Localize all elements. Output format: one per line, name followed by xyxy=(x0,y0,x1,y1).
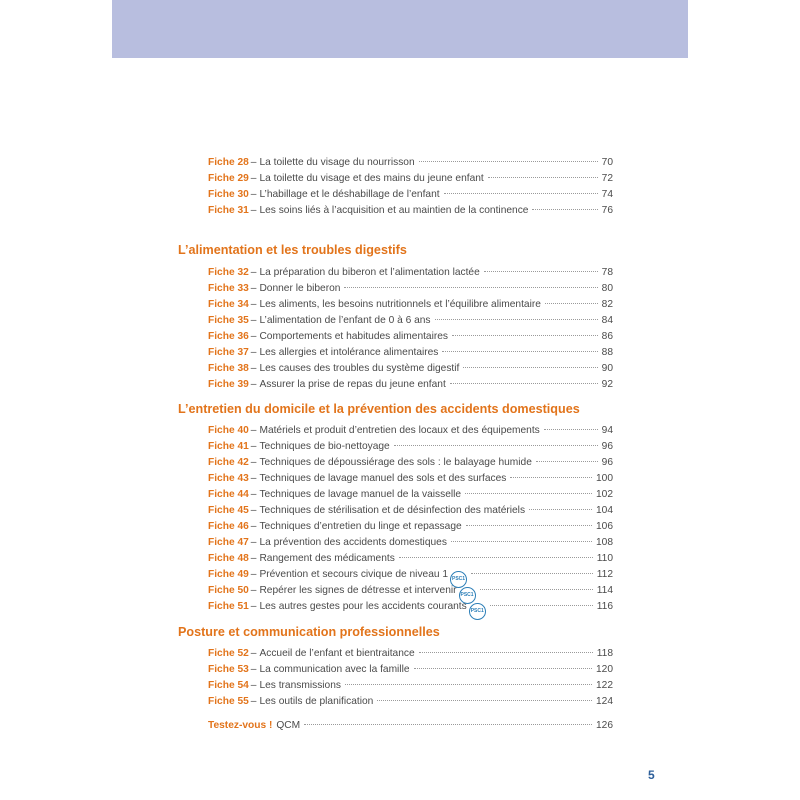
separator-dash: – xyxy=(250,425,257,436)
separator-dash: – xyxy=(250,315,257,326)
separator-dash: – xyxy=(250,473,257,484)
dot-leader xyxy=(419,651,593,653)
entry-page: 100 xyxy=(596,473,613,484)
toc-entry[interactable] xyxy=(208,361,613,377)
entry-title: Techniques de lavage manuel de la vaisselle xyxy=(259,489,462,500)
entry-title: Les causes des troubles du système digestif xyxy=(259,363,460,374)
entry-title: Rangement des médicaments xyxy=(259,553,395,564)
entry-title: La communication avec la famille xyxy=(259,664,410,675)
separator-dash: – xyxy=(250,664,257,675)
dot-leader xyxy=(444,192,598,194)
separator-dash: – xyxy=(250,553,257,564)
entry-title: La toilette du visage et des mains du jeune enfant xyxy=(259,173,484,184)
dot-leader xyxy=(463,366,597,368)
entry-page: 88 xyxy=(601,347,613,358)
entry-page: 96 xyxy=(601,457,613,468)
fiche-label: Fiche 45 xyxy=(208,505,249,516)
toc-entry[interactable] xyxy=(208,265,613,281)
toc-entry[interactable] xyxy=(208,503,613,519)
fiche-label: Fiche 33 xyxy=(208,283,249,294)
entry-title: La prévention des accidents domestiques xyxy=(259,537,447,548)
entry-title: L’alimentation de l’enfant de 0 à 6 ans xyxy=(259,315,431,326)
entry-page: 112 xyxy=(596,569,613,580)
dot-leader xyxy=(480,588,593,590)
quiz-label: Testez-vous ! xyxy=(208,720,273,731)
dot-leader xyxy=(466,524,592,526)
psc1-badge-icon: PSC1 xyxy=(469,603,486,620)
dot-leader xyxy=(532,208,597,210)
separator-dash: – xyxy=(250,521,257,532)
toc-entry[interactable] xyxy=(208,329,613,345)
separator-dash: – xyxy=(250,680,257,691)
dot-leader xyxy=(344,286,597,288)
separator-dash: – xyxy=(250,331,257,342)
separator-dash: – xyxy=(250,569,257,580)
toc-entry[interactable] xyxy=(208,439,613,455)
entry-page: 74 xyxy=(601,189,613,200)
entry-page: 108 xyxy=(596,537,613,548)
fiche-label: Fiche 44 xyxy=(208,489,249,500)
entry-title: Accueil de l’enfant et bientraitance xyxy=(259,648,415,659)
fiche-label: Fiche 29 xyxy=(208,173,249,184)
entry-page: 104 xyxy=(596,505,613,516)
entry-page: 90 xyxy=(601,363,613,374)
entry-page: 76 xyxy=(601,205,613,216)
fiche-label: Fiche 42 xyxy=(208,457,249,468)
toc-entry[interactable] xyxy=(208,187,613,203)
entry-page: 102 xyxy=(596,489,613,500)
fiche-label: Fiche 51 xyxy=(208,601,249,612)
fiche-label: Fiche 50 xyxy=(208,585,249,596)
fiche-label: Fiche 38 xyxy=(208,363,249,374)
dot-leader xyxy=(419,160,598,162)
fiche-label: Fiche 46 xyxy=(208,521,249,532)
entry-title: Les transmissions xyxy=(259,680,341,691)
fiche-label: Fiche 30 xyxy=(208,189,249,200)
entry-title: Les soins liés à l’acquisition et au maintien de la continence xyxy=(259,205,529,216)
toc-entry[interactable] xyxy=(208,203,613,219)
toc-entry[interactable] xyxy=(208,662,613,678)
fiche-label: Fiche 31 xyxy=(208,205,249,216)
entry-page: 78 xyxy=(601,267,613,278)
entry-page: 84 xyxy=(601,315,613,326)
separator-dash: – xyxy=(250,363,257,374)
entry-title: Techniques de bio-nettoyage xyxy=(259,441,390,452)
entry-page: 126 xyxy=(596,720,613,731)
dot-leader xyxy=(471,572,593,574)
toc-entry[interactable] xyxy=(208,551,613,567)
section-heading: L’entretien du domicile et la prévention des accidents domestiques xyxy=(178,402,580,416)
toc-entry[interactable] xyxy=(208,313,613,329)
toc-entry[interactable] xyxy=(208,423,613,439)
toc-entry[interactable] xyxy=(208,345,613,361)
dot-leader xyxy=(529,508,592,510)
entry-title: QCM xyxy=(276,720,301,731)
dot-leader xyxy=(450,382,598,384)
entry-title: Les aliments, les besoins nutritionnels et l’équilibre alimentaire xyxy=(259,299,541,310)
dot-leader xyxy=(484,270,598,272)
entry-page: 122 xyxy=(596,680,613,691)
dot-leader xyxy=(345,683,592,685)
entry-page: 118 xyxy=(596,648,613,659)
fiche-label: Fiche 34 xyxy=(208,299,249,310)
entry-page: 70 xyxy=(601,157,613,168)
toc-entry[interactable] xyxy=(208,519,613,535)
entry-title: Matériels et produit d’entretien des locaux et des équipements xyxy=(259,425,540,436)
toc-entry[interactable] xyxy=(208,297,613,313)
entry-title: La toilette du visage du nourrisson xyxy=(259,157,415,168)
dot-leader xyxy=(490,604,593,606)
fiche-label: Fiche 49 xyxy=(208,569,249,580)
dot-leader xyxy=(442,350,597,352)
separator-dash: – xyxy=(250,267,257,278)
fiche-label: Fiche 40 xyxy=(208,425,249,436)
separator-dash: – xyxy=(250,537,257,548)
separator-dash: – xyxy=(250,585,257,596)
section-heading: Posture et communication professionnelles xyxy=(178,625,440,639)
entry-page: 80 xyxy=(601,283,613,294)
dot-leader xyxy=(488,176,598,178)
dot-leader xyxy=(394,444,598,446)
separator-dash: – xyxy=(250,205,257,216)
separator-dash: – xyxy=(250,283,257,294)
entry-page: 116 xyxy=(596,601,613,612)
dot-leader xyxy=(465,492,592,494)
fiche-label: Fiche 55 xyxy=(208,696,249,707)
separator-dash: – xyxy=(250,601,257,612)
page-number: 5 xyxy=(648,768,655,782)
entry-page: 96 xyxy=(601,441,613,452)
dot-leader xyxy=(414,667,592,669)
toc-entry[interactable] xyxy=(208,471,613,487)
fiche-label: Fiche 32 xyxy=(208,267,249,278)
fiche-label: Fiche 43 xyxy=(208,473,249,484)
toc-entry[interactable] xyxy=(208,171,613,187)
entry-title: La préparation du biberon et l’alimentation lactée xyxy=(259,267,480,278)
fiche-label: Fiche 35 xyxy=(208,315,249,326)
entry-title: Techniques de stérilisation et de désinfection des matériels xyxy=(259,505,526,516)
section-heading: L’alimentation et les troubles digestifs xyxy=(178,243,407,257)
entry-title: L’habillage et le déshabillage de l’enfant xyxy=(259,189,440,200)
separator-dash: – xyxy=(250,648,257,659)
dot-leader xyxy=(399,556,593,558)
entry-page: 106 xyxy=(596,521,613,532)
toc-entry[interactable] xyxy=(208,377,613,393)
entry-title: Les allergies et intolérance alimentaires xyxy=(259,347,439,358)
fiche-label: Fiche 39 xyxy=(208,379,249,390)
dot-leader xyxy=(544,428,598,430)
entry-title: Les outils de planification xyxy=(259,696,374,707)
entry-page: 82 xyxy=(601,299,613,310)
dot-leader xyxy=(451,540,592,542)
toc-entry[interactable] xyxy=(208,281,613,297)
fiche-label: Fiche 53 xyxy=(208,664,249,675)
dot-leader xyxy=(377,699,592,701)
fiche-label: Fiche 47 xyxy=(208,537,249,548)
toc-entry[interactable] xyxy=(208,583,613,599)
fiche-label: Fiche 52 xyxy=(208,648,249,659)
separator-dash: – xyxy=(250,189,257,200)
entry-title: Techniques de lavage manuel des sols et des surfaces xyxy=(259,473,507,484)
separator-dash: – xyxy=(250,299,257,310)
toc-entry[interactable] xyxy=(208,155,613,171)
dot-leader xyxy=(545,302,598,304)
psc1-badge-icon: PSC1 xyxy=(459,587,476,604)
entry-title: Les autres gestes pour les accidents courants xyxy=(259,601,467,612)
entry-page: 110 xyxy=(596,553,613,564)
entry-title: Assurer la prise de repas du jeune enfant xyxy=(259,379,446,390)
fiche-label: Fiche 37 xyxy=(208,347,249,358)
entry-page: 72 xyxy=(601,173,613,184)
toc-entry[interactable] xyxy=(208,678,613,694)
toc-entry[interactable] xyxy=(208,694,613,710)
entry-title: Donner le biberon xyxy=(259,283,341,294)
entry-title: Repérer les signes de détresse et intervenir xyxy=(259,585,457,596)
dot-leader xyxy=(536,460,598,462)
separator-dash: – xyxy=(250,347,257,358)
entry-page: 114 xyxy=(596,585,613,596)
separator-dash: – xyxy=(250,489,257,500)
toc-entry[interactable] xyxy=(208,646,613,662)
toc-entry[interactable] xyxy=(208,455,613,471)
entry-title: Techniques de dépoussiérage des sols : le balayage humide xyxy=(259,457,532,468)
fiche-label: Fiche 41 xyxy=(208,441,249,452)
toc-quiz-entry[interactable] xyxy=(208,718,613,734)
entry-title: Comportements et habitudes alimentaires xyxy=(259,331,449,342)
separator-dash: – xyxy=(250,173,257,184)
entry-title: Prévention et secours civique de niveau 1 xyxy=(259,569,449,580)
entry-page: 124 xyxy=(596,696,613,707)
entry-page: 86 xyxy=(601,331,613,342)
dot-leader xyxy=(435,318,598,320)
psc1-badge-icon: PSC1 xyxy=(450,571,467,588)
fiche-label: Fiche 28 xyxy=(208,157,249,168)
separator-dash: – xyxy=(250,457,257,468)
toc-entry[interactable] xyxy=(208,567,613,583)
separator-dash: – xyxy=(250,157,257,168)
dot-leader xyxy=(304,723,592,725)
fiche-label: Fiche 54 xyxy=(208,680,249,691)
entry-page: 120 xyxy=(596,664,613,675)
separator-dash: – xyxy=(250,441,257,452)
separator-dash: – xyxy=(250,505,257,516)
fiche-label: Fiche 48 xyxy=(208,553,249,564)
entry-page: 92 xyxy=(601,379,613,390)
separator-dash: – xyxy=(250,379,257,390)
separator-dash: – xyxy=(250,696,257,707)
toc-entry[interactable] xyxy=(208,599,613,615)
fiche-label: Fiche 36 xyxy=(208,331,249,342)
toc-entry[interactable] xyxy=(208,535,613,551)
toc-entry[interactable] xyxy=(208,487,613,503)
dot-leader xyxy=(452,334,598,336)
dot-leader xyxy=(510,476,592,478)
entry-title: Techniques d’entretien du linge et repassage xyxy=(259,521,462,532)
entry-page: 94 xyxy=(601,425,613,436)
